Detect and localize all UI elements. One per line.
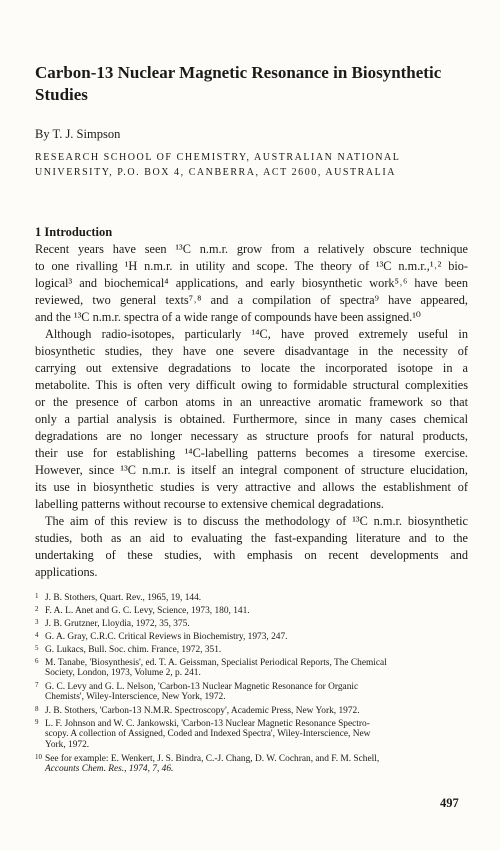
body-line: studies, both as an aid to evaluating the fast-expanding literature and to the <box>35 531 468 545</box>
footnote-text: F. A. L. Anet and G. C. Levy, Science, 1973, 180, 141. <box>45 606 250 616</box>
footnote-number: 10 <box>35 753 42 761</box>
body-line: its use in biosynthetic studies is very attractive and allows the establishment of <box>35 480 468 494</box>
footnote-text: G. C. Levy and G. L. Nelson, 'Carbon-13 Nuclear Magnetic Resonance for Organic <box>45 682 359 692</box>
footnote <box>35 657 468 668</box>
footnote-text: J. B. Stothers, 'Carbon-13 N.M.R. Spectroscopy', Academic Press, New York, 1972. <box>45 706 360 716</box>
body-line: metabolite. This is often very difficult owing to formidable structural complexities <box>35 378 468 392</box>
footnote-number: 1 <box>35 592 39 600</box>
footnote-number: 5 <box>35 644 39 652</box>
footnote-text: G. Lukacs, Bull. Soc. chim. France, 1972, 351. <box>45 645 222 655</box>
body-line: Although radio-isotopes, particularly ¹⁴C, have proved extremely useful in <box>45 327 468 341</box>
body-line: applications. <box>35 565 98 579</box>
footnote-number: 3 <box>35 618 39 626</box>
body-line: to one rivalling ¹H n.m.r. in utility and scope. The theory of ¹³C n.m.r.,¹˒² bio- <box>35 259 468 273</box>
footnote-text: J. B. Grutzner, Lloydia, 1972, 35, 375. <box>45 619 190 629</box>
affiliation-line: RESEARCH SCHOOL OF CHEMISTRY, AUSTRALIAN NATIONAL <box>35 152 401 163</box>
footnote <box>35 618 468 629</box>
footnote-text: L. F. Johnson and W. C. Jankowski, 'Carbon-13 Nuclear Magnetic Resonance Spectro- <box>45 719 370 729</box>
section-heading: 1 Introduction <box>35 225 113 239</box>
footnote <box>35 605 468 616</box>
body-line: undertaking of these studies, with emphasis on recent developments and <box>35 548 468 562</box>
body-line: labelling patterns without recourse to extensive chemical degradations. <box>35 497 384 511</box>
footnote-text: G. A. Gray, C.R.C. Critical Reviews in Biochemistry, 1973, 247. <box>45 632 288 642</box>
footnote-text: M. Tanabe, 'Biosynthesis', ed. T. A. Geissman, Specialist Periodical Reports, The Chemical <box>45 658 387 668</box>
footnote-continuation: Accounts Chem. Res., 1974, 7, 46. <box>45 764 174 774</box>
page-number: 497 <box>440 796 459 810</box>
footnote-text: J. B. Stothers, Quart. Rev., 1965, 19, 144. <box>45 593 202 603</box>
body-line: only a partial analysis is obtained. Furthermore, since in many cases chemical <box>35 412 468 426</box>
footnote <box>35 753 468 764</box>
body-line: biosynthetic studies, they have one severe disadvantage in the necessity of <box>35 344 468 358</box>
body-line: However, since ¹³C n.m.r. is itself an integral component of structure elucidation, <box>35 463 468 477</box>
body-line: degradations are no longer necessary as structure proofs for natural products, <box>35 429 468 443</box>
footnote-number: 9 <box>35 718 39 726</box>
footnote-continuation: York, 1972. <box>45 740 90 750</box>
body-line: logical³ and biochemical⁴ applications, and early biosynthetic work⁵˒⁶ have been <box>35 276 468 290</box>
body-line: reviewed, two general texts⁷˒⁸ and a compilation of spectra⁹ have appeared, <box>35 293 468 307</box>
footnote-number: 2 <box>35 605 39 613</box>
body-line: carrying out extensive degradations to locate the incorporated isotope in a <box>35 361 468 375</box>
footnote-continuation: Chemists', Wiley-Interscience, New York, 1972. <box>45 692 226 702</box>
affiliation-line: UNIVERSITY, P.O. BOX 4, CANBERRA, ACT 2600, AUSTRALIA <box>35 167 396 178</box>
footnote-text: See for example: E. Wenkert, J. S. Bindra, C.-J. Chang, D. W. Cochran, and F. M. Schell, <box>45 754 380 764</box>
article-title: Carbon-13 Nuclear Magnetic Resonance in Biosynthetic Studies <box>35 63 442 104</box>
footnote-number: 6 <box>35 657 39 665</box>
footnote <box>35 631 468 642</box>
footnote <box>35 644 468 655</box>
body-line: The aim of this review is to discuss the methodology of ¹³C n.m.r. biosynthetic <box>45 514 468 528</box>
footnote-continuation: scopy. A collection of Assigned, Coded and Indexed Spectra', Wiley-Interscience, New <box>45 729 371 739</box>
footnote-continuation: Society, London, 1973, Volume 2, p. 241. <box>45 668 201 678</box>
footnote-number: 7 <box>35 681 39 689</box>
body-line: Recent years have seen ¹³C n.m.r. grow from a relatively obscure technique <box>35 242 468 256</box>
footnote-number: 4 <box>35 631 39 639</box>
body-line: or the presence of carbon atoms in an unreactive aromatic framework so that <box>35 395 468 409</box>
footnote <box>35 681 468 692</box>
body-line: their use for establishing ¹⁴C-labelling patterns becomes a tiresome exercise. <box>35 446 468 460</box>
footnote <box>35 705 468 716</box>
author-line: By T. J. Simpson <box>35 127 121 141</box>
footnote-number: 8 <box>35 705 39 713</box>
footnote <box>35 718 468 729</box>
body-line: and the ¹³C n.m.r. spectra of a wide range of compounds have been assigned.¹⁰ <box>35 310 421 324</box>
footnote <box>35 592 468 603</box>
